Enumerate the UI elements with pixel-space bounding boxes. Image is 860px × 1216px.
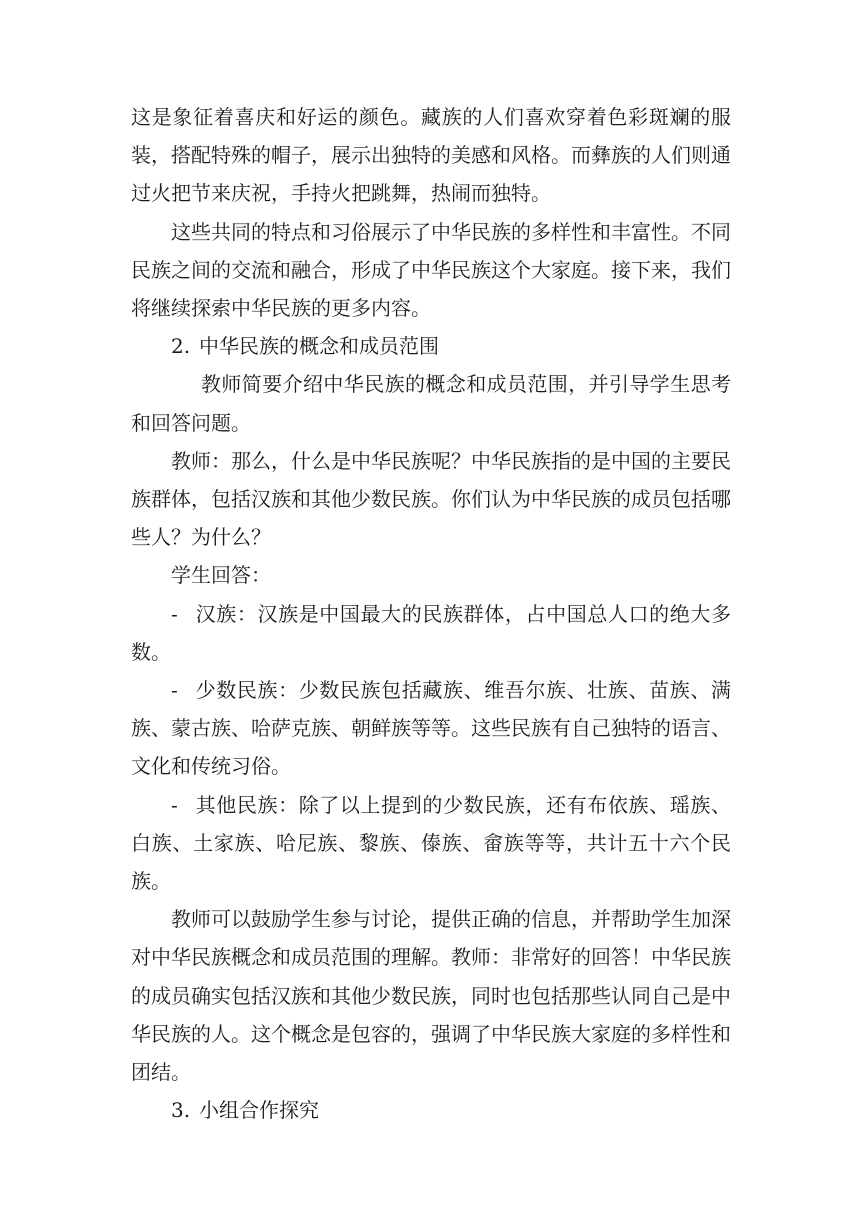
paragraph-teacher-question: 教师：那么，什么是中华民族呢？中华民族指的是中国的主要民族群体，包括汉族和其他少数民族。你们认为中华民族的成员包括哪些人？为什么？ (131, 448, 731, 550)
section-title: 中华民族的概念和成员范围 (199, 334, 439, 359)
paragraph-teacher-summary: 教师可以鼓励学生参与讨论，提供正确的信息，并帮助学生加深对中华民族概念和成员范围的理解。教师：非常好的回答！中华民族的成员确实包括汉族和其他少数民族，同时也包括那些认同自己是中华民族的人。这个概念是包容的，强调了中华民族大家庭的多样性和团结。 (131, 907, 731, 1085)
paragraph-student-answer-label: 学生回答： (171, 563, 271, 588)
section-title: 小组合作探究 (199, 1098, 319, 1123)
list-dash: - (171, 601, 178, 626)
section-number: 2. (171, 334, 191, 359)
paragraph-diversity: 这些共同的特点和习俗展示了中华民族的多样性和丰富性。不同民族之间的交流和融合，形成了中华民族这个大家庭。接下来，我们将继续探索中华民族的更多内容。 (131, 219, 731, 321)
list-item-text: 汉族：汉族是中国最大的民族群体，占中国总人口的绝大多数。 (131, 601, 731, 664)
paragraph-teacher-intro: 教师简要介绍中华民族的概念和成员范围，并引导学生思考和回答问题。 (131, 372, 731, 435)
document-body (131, 98, 731, 1129)
section-heading-3 (131, 1091, 731, 1129)
list-dash: - (171, 792, 178, 817)
paragraph-ethnic-customs: 这是象征着喜庆和好运的颜色。藏族的人们喜欢穿着色彩斑斓的服装，搭配特殊的帽子，展示出独特的美感和风格。而彝族的人们则通过火把节来庆祝，手持火把跳舞，热闹而独特。 (131, 105, 731, 206)
section-heading-2 (131, 327, 731, 365)
list-item (131, 595, 731, 671)
list-item (131, 786, 731, 901)
list-item-text: 其他民族：除了以上提到的少数民族，还有布依族、瑶族、白族、土家族、哈尼族、黎族、傣族、畲族等等，共计五十六个民族。 (131, 792, 731, 894)
list-item-text: 少数民族：少数民族包括藏族、维吾尔族、壮族、苗族、满族、蒙古族、哈萨克族、朝鲜族等等。这些民族有自己独特的语言、文化和传统习俗。 (131, 678, 731, 779)
list-item (131, 671, 731, 786)
section-number: 3. (171, 1098, 191, 1123)
list-dash: - (171, 678, 178, 703)
